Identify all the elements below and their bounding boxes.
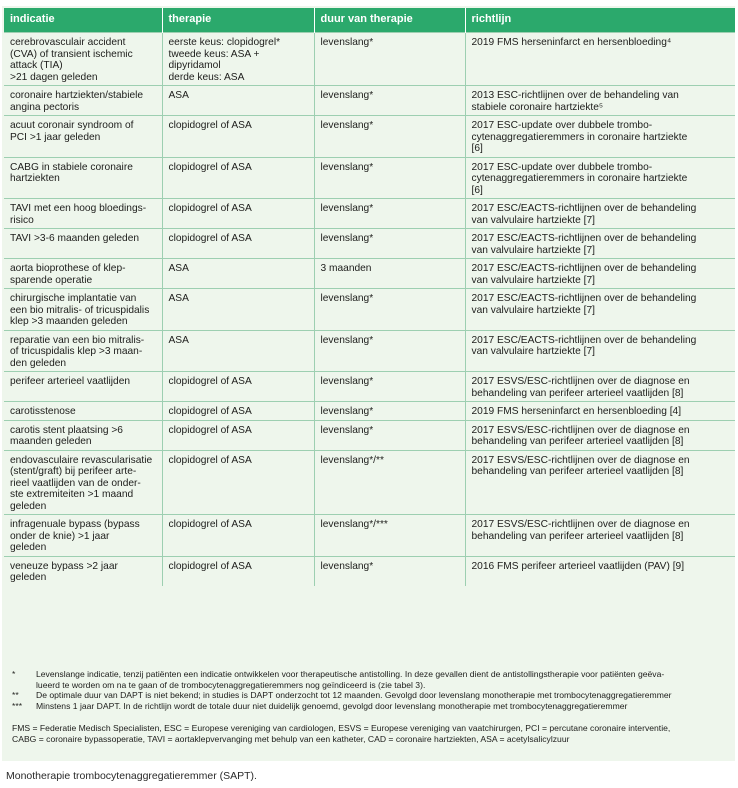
table-row xyxy=(4,157,735,199)
therapie-cell: ASA xyxy=(162,289,314,331)
richtlijn-cell: 2017 ESVS/ESC-richtlijnen over de diagnose en behandeling van perifeer arterieel vaatlijden [8] xyxy=(465,420,735,450)
duur-cell: levenslang* xyxy=(314,157,465,199)
indicatie-cell: cerebrovasculair accident (CVA) of transient ischemic attack (TIA) >21 dagen geleden xyxy=(4,33,162,86)
therapie-cell: clopidogrel of ASA xyxy=(162,229,314,259)
duur-cell: levenslang* xyxy=(314,86,465,116)
indicatie-cell: carotis stent plaatsing >6 maanden geleden xyxy=(4,420,162,450)
therapie-cell: clopidogrel of ASA xyxy=(162,556,314,586)
header-richtlijn: richtlijn xyxy=(465,8,735,33)
table-row xyxy=(4,556,735,586)
therapie-cell: clopidogrel of ASA xyxy=(162,157,314,199)
table-row xyxy=(4,229,735,259)
therapie-cell: clopidogrel of ASA xyxy=(162,372,314,402)
table-row xyxy=(4,116,735,158)
table-row xyxy=(4,515,735,557)
therapie-cell: clopidogrel of ASA xyxy=(162,420,314,450)
indicatie-cell: aorta bioprothese of klep- sparende operatie xyxy=(4,259,162,289)
header-row xyxy=(4,8,735,33)
richtlijn-cell: 2017 ESC/EACTS-richtlijnen over de behandeling van valvulaire hartziekte [7] xyxy=(465,229,735,259)
duur-cell: levenslang* xyxy=(314,330,465,372)
table-row xyxy=(4,199,735,229)
richtlijn-cell: 2013 ESC-richtlijnen over de behandeling van stabiele coronaire hartziekte⁵ xyxy=(465,86,735,116)
indicatie-cell: perifeer arterieel vaatlijden xyxy=(4,372,162,402)
duur-cell: levenslang* xyxy=(314,116,465,158)
richtlijn-cell: 2019 FMS herseninfarct en hersenbloeding [4] xyxy=(465,402,735,421)
table-row xyxy=(4,450,735,515)
therapie-cell: clopidogrel of ASA xyxy=(162,199,314,229)
richtlijn-cell: 2017 ESC-update over dubbele trombo- cytenaggregatieremmers in coronaire hartziekte [6] xyxy=(465,157,735,199)
footnote-mark: ** xyxy=(12,690,19,701)
therapie-cell: clopidogrel of ASA xyxy=(162,450,314,515)
abbreviations: FMS = Federatie Medisch Specialisten, ESC = Europese vereniging van cardiologen, ESVS = Europese vereniging van vaatchirurgen, PCI = percutane coronaire interventie, CABG = coronaire bypassoperatie, TAVI = aortaklepvervanging met behulp van een katheter, CAD = coronaire hartziekten, ASA = acetylsalicylzuur xyxy=(12,723,671,744)
indicatie-cell: acuut coronair syndroom of PCI >1 jaar geleden xyxy=(4,116,162,158)
indicatie-cell: endovasculaire revascularisatie (stent/graft) bij perifeer arte- rieel vaatlijden van de onder- ste extremiteiten >1 maand geleden xyxy=(4,450,162,515)
richtlijn-cell: 2017 ESC-update over dubbele trombo- cytenaggregatieremmers in coronaire hartziekte [6] xyxy=(465,116,735,158)
richtlijn-cell: 2017 ESVS/ESC-richtlijnen over de diagnose en behandeling van perifeer arterieel vaatlijden [8] xyxy=(465,515,735,557)
table-row xyxy=(4,402,735,421)
table-caption: Monotherapie trombocytenaggregatieremmer (SAPT). xyxy=(6,770,257,782)
indicatie-cell: coronaire hartziekten/stabiele angina pectoris xyxy=(4,86,162,116)
table-row xyxy=(4,33,735,86)
therapie-cell: ASA xyxy=(162,330,314,372)
duur-cell: levenslang* xyxy=(314,372,465,402)
footnote-text: Minstens 1 jaar DAPT. In de richtlijn wordt de totale duur niet duidelijk genoemd, gevolgd door levenslang monotherapie met trombocytenaggregatieremmer xyxy=(36,700,628,711)
duur-cell: levenslang* xyxy=(314,33,465,86)
indicatie-cell: TAVI met een hoog bloedings- risico xyxy=(4,199,162,229)
footnote-text: De optimale duur van DAPT is niet bekend; in studies is DAPT onderzocht tot 12 maanden. Gevolgd door levenslang monotherapie met trombocytenaggregatieremmer xyxy=(36,690,672,701)
table-row xyxy=(4,289,735,331)
therapie-cell: clopidogrel of ASA xyxy=(162,402,314,421)
therapie-cell: clopidogrel of ASA xyxy=(162,116,314,158)
duur-cell: levenslang* xyxy=(314,402,465,421)
table-header xyxy=(4,8,735,33)
richtlijn-cell: 2017 ESVS/ESC-richtlijnen over de diagnose en behandeling van perifeer arterieel vaatlijden [8] xyxy=(465,450,735,515)
richtlijn-cell: 2017 ESC/EACTS-richtlijnen over de behandeling van valvulaire hartziekte [7] xyxy=(465,289,735,331)
header-duur: duur van therapie xyxy=(314,8,465,33)
table-row xyxy=(4,330,735,372)
duur-cell: 3 maanden xyxy=(314,259,465,289)
footnote-mark: *** xyxy=(12,700,23,711)
indicatie-cell: TAVI >3-6 maanden geleden xyxy=(4,229,162,259)
indicatie-cell: veneuze bypass >2 jaar geleden xyxy=(4,556,162,586)
header-indicatie: indicatie xyxy=(4,8,162,33)
duur-cell: levenslang* xyxy=(314,229,465,259)
table-row xyxy=(4,86,735,116)
indicatie-cell: carotisstenose xyxy=(4,402,162,421)
footnote-text: Levenslange indicatie, tenzij patiënten een indicatie ontwikkelen voor therapeutische antistolling. In deze gevallen dient de antistollingstherapie voor patiënten geëva- lueerd te worden om na te gaan of de trombocytenaggregatieremmers nog geïndiceerd is (zie tabel 3). xyxy=(36,669,665,690)
therapie-cell: eerste keus: clopidogrel* tweede keus: ASA + dipyridamol derde keus: ASA xyxy=(162,33,314,86)
footnotes xyxy=(12,669,724,745)
footnote-1 xyxy=(12,669,724,690)
header-therapie: therapie xyxy=(162,8,314,33)
indicatie-cell: CABG in stabiele coronaire hartziekten xyxy=(4,157,162,199)
table-row xyxy=(4,259,735,289)
table-row xyxy=(4,420,735,450)
duur-cell: levenslang* xyxy=(314,289,465,331)
indicatie-cell: chirurgische implantatie van een bio mitralis- of tricuspidalis klep >3 maanden geleden xyxy=(4,289,162,331)
footnote-2 xyxy=(12,690,724,701)
duur-cell: levenslang* xyxy=(314,199,465,229)
footnote-mark: * xyxy=(12,669,16,679)
richtlijn-cell: 2017 ESC/EACTS-richtlijnen over de behandeling van valvulaire hartziekte [7] xyxy=(465,330,735,372)
duur-cell: levenslang*/*** xyxy=(314,515,465,557)
table-body xyxy=(4,33,735,586)
therapie-cell: ASA xyxy=(162,259,314,289)
duur-cell: levenslang* xyxy=(314,420,465,450)
therapy-table xyxy=(4,8,735,586)
indicatie-cell: infragenuale bypass (bypass onder de knie) >1 jaar geleden xyxy=(4,515,162,557)
richtlijn-cell: 2017 ESVS/ESC-richtlijnen over de diagnose en behandeling van perifeer arterieel vaatlijden [8] xyxy=(465,372,735,402)
richtlijn-cell: 2017 ESC/EACTS-richtlijnen over de behandeling van valvulaire hartziekte [7] xyxy=(465,259,735,289)
therapie-cell: clopidogrel of ASA xyxy=(162,515,314,557)
richtlijn-cell: 2019 FMS herseninfarct en hersenbloeding⁴ xyxy=(465,33,735,86)
duur-cell: levenslang*/** xyxy=(314,450,465,515)
footnote-3 xyxy=(12,701,724,712)
table-row xyxy=(4,372,735,402)
duur-cell: levenslang* xyxy=(314,556,465,586)
richtlijn-cell: 2017 ESC/EACTS-richtlijnen over de behandeling van valvulaire hartziekte [7] xyxy=(465,199,735,229)
therapie-cell: ASA xyxy=(162,86,314,116)
indicatie-cell: reparatie van een bio mitralis- of tricuspidalis klep >3 maan- den geleden xyxy=(4,330,162,372)
richtlijn-cell: 2016 FMS perifeer arterieel vaatlijden (PAV) [9] xyxy=(465,556,735,586)
